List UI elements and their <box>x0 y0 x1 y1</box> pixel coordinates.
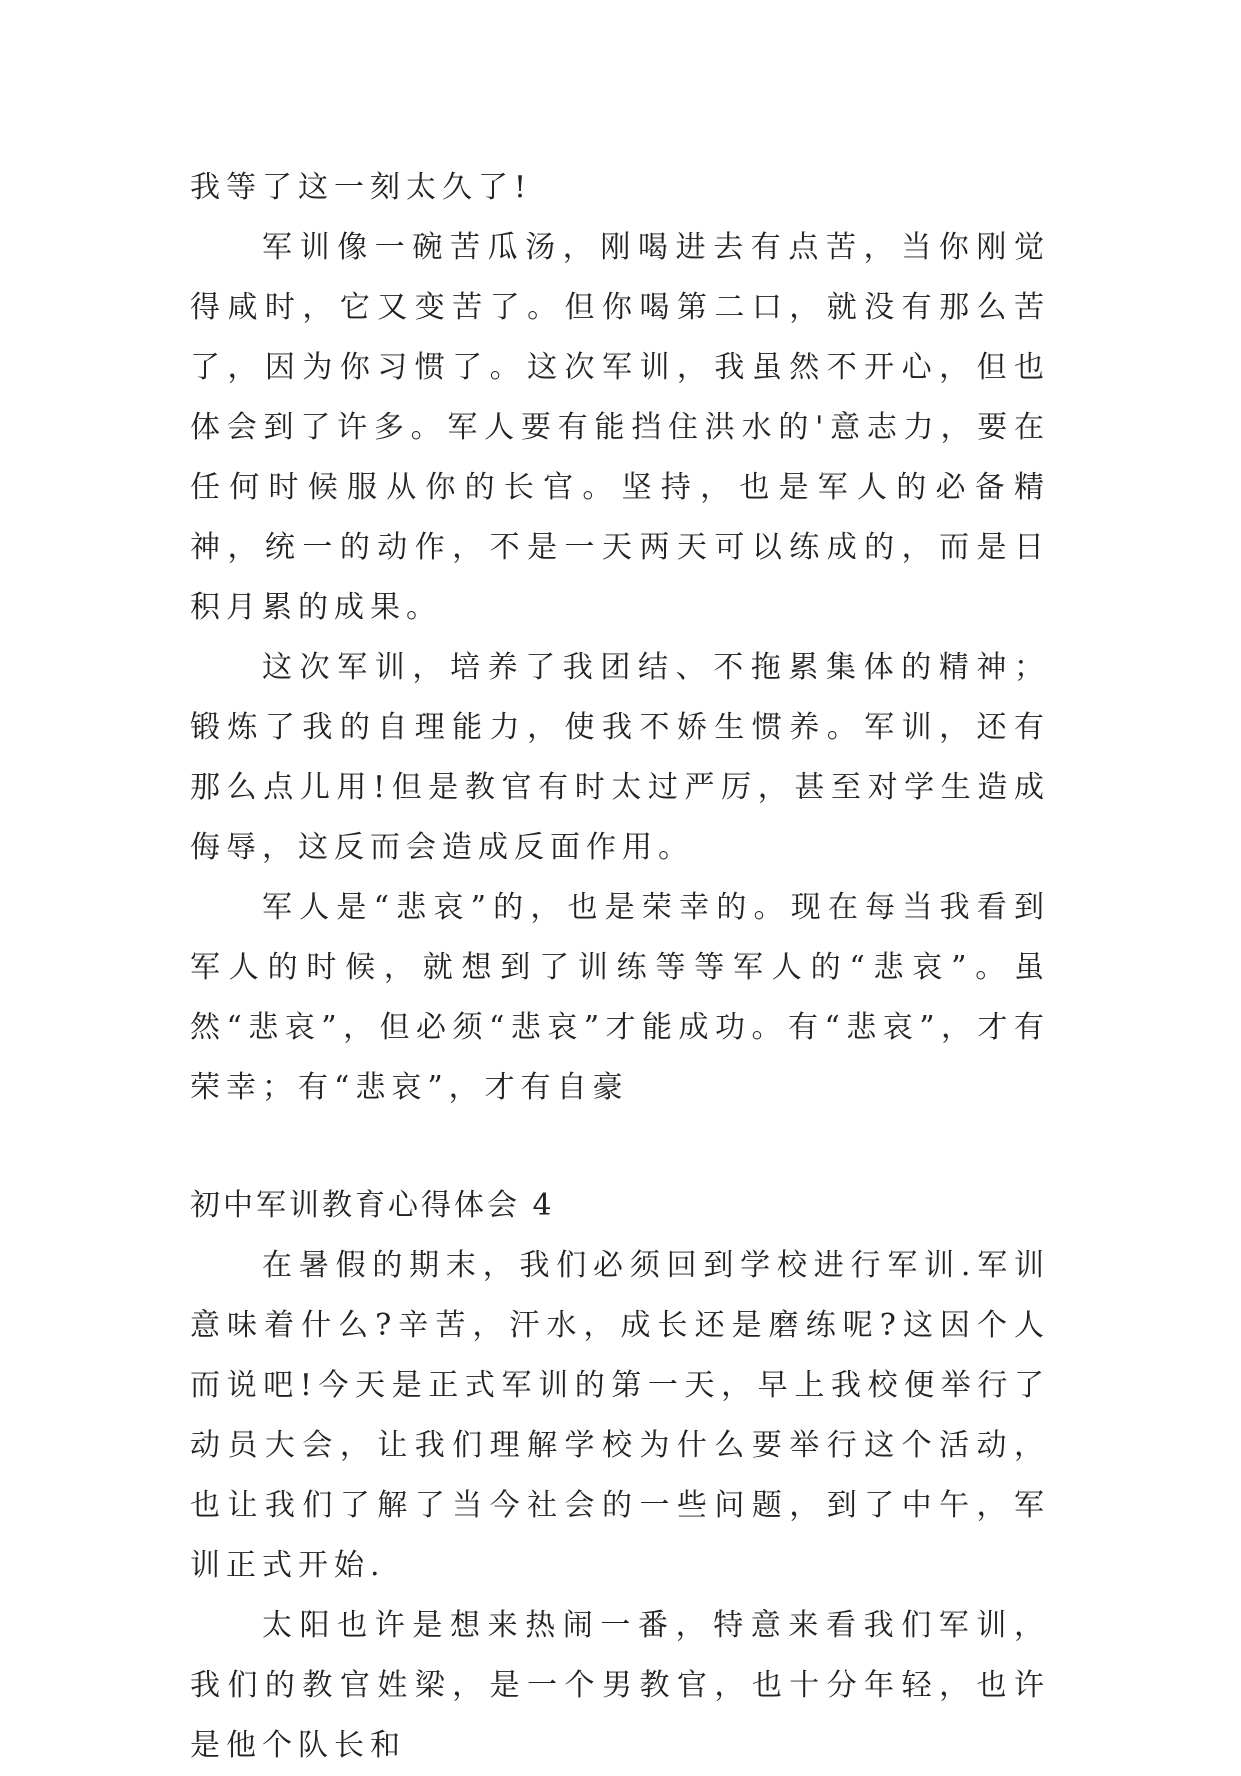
document-body <box>190 158 1050 1776</box>
paragraph: 太阳也许是想来热闹一番，特意来看我们军训，我们的教官姓梁，是一个男教官，也十分年轻，也许是他个队长和 <box>190 1608 1050 1763</box>
section-title: 初中军训教育心得体会 4 <box>190 1188 555 1223</box>
paragraph: 在暑假的期末，我们必须回到学校进行军训.军训意味着什么?辛苦，汗水，成长还是磨练呢?这因个人而说吧!今天是正式军训的第一天，早上我校便举行了动员大会，让我们理解学校为什么要举行这个活动，也让我们了解了当今社会的一些问题，到了中午，军训正式开始. <box>190 1248 1050 1583</box>
paragraph: 这次军训，培养了我团结、不拖累集体的精神；锻炼了我的自理能力，使我不娇生惯养。军训，还有那么点儿用!但是教官有时太过严厉，甚至对学生造成侮辱，这反而会造成反面作用。 <box>190 650 1050 865</box>
paragraph: 军人是“悲哀”的，也是荣幸的。现在每当我看到军人的时候，就想到了训练等等军人的“悲哀”。虽然“悲哀”，但必须“悲哀”才能成功。有“悲哀”，才有荣幸；有“悲哀”，才有自豪 <box>190 890 1050 1105</box>
paragraph: 军训像一碗苦瓜汤，刚喝进去有点苦，当你刚觉得咸时，它又变苦了。但你喝第二口，就没有那么苦了，因为你习惯了。这次军训，我虽然不开心，但也体会到了许多。军人要有能挡住洪水的'意志力，要在任何时候服从你的长官。坚持，也是军人的必备精神，统一的动作，不是一天两天可以练成的，而是日积月累的成果。 <box>190 230 1050 625</box>
lead-line: 我等了这一刻太久了! <box>190 170 533 205</box>
